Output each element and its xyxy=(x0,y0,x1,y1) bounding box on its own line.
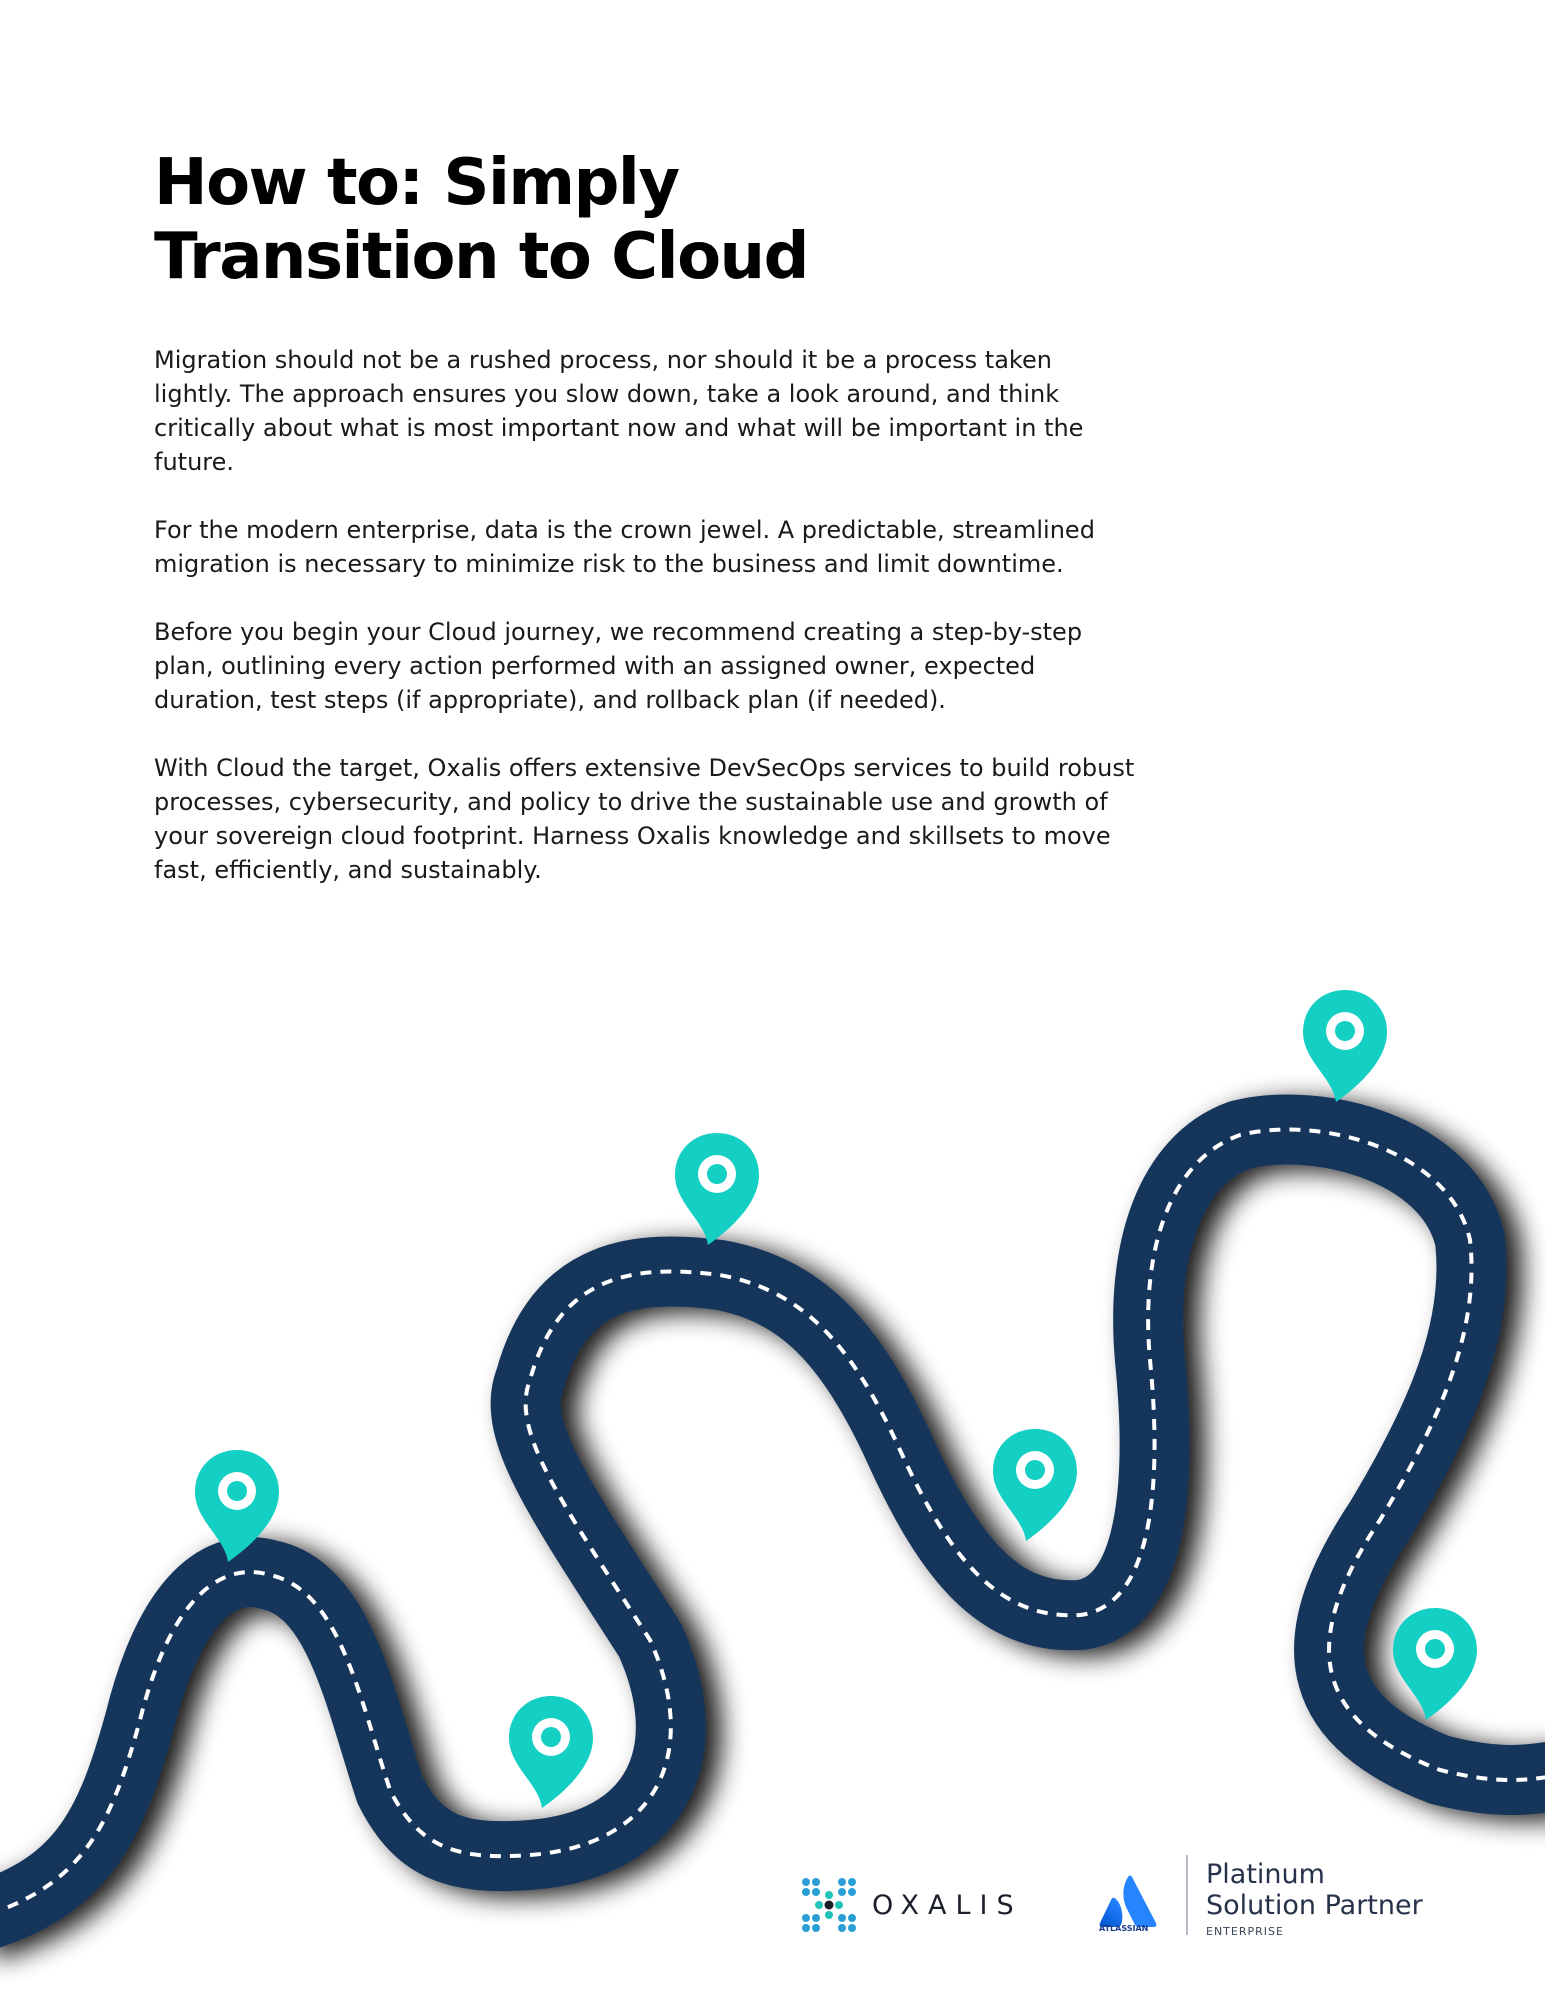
partner-type: Solution Partner xyxy=(1206,1890,1423,1921)
oxalis-logo xyxy=(800,1873,1023,1937)
partner-segment: ENTERPRISE xyxy=(1206,1925,1284,1938)
paragraph-line: Migration should not be a rushed process, nor should it be a process taken xyxy=(154,346,1052,374)
oxalis-wordmark: OXALIS xyxy=(872,1889,1023,1921)
title-line-1: How to: Simply xyxy=(154,146,679,220)
paragraph-line: fast, efficiently, and sustainably. xyxy=(154,856,542,884)
paragraph-line: Before you begin your Cloud journey, we recommend creating a step-by-step xyxy=(154,618,1083,646)
paragraph-line: For the modern enterprise, data is the crown jewel. A predictable, streamlined xyxy=(154,516,1095,544)
atlassian-wordmark: ATLASSIAN xyxy=(1099,1924,1149,1933)
paragraph-line: With Cloud the target, Oxalis offers extensive DevSecOps services to build robust xyxy=(154,754,1135,782)
paragraph-line: duration, test steps (if appropriate), and rollback plan (if needed). xyxy=(154,686,946,714)
title-line-2: Transition to Cloud xyxy=(154,220,808,294)
paragraph-line: processes, cybersecurity, and policy to drive the sustainable use and growth of xyxy=(154,788,1108,816)
location-pin-icon xyxy=(509,1696,593,1808)
partner-badge xyxy=(1206,1859,1423,1938)
location-pin-icon xyxy=(1303,990,1387,1102)
location-pin-icon xyxy=(1393,1608,1477,1720)
oxalis-mark-icon xyxy=(800,1876,858,1934)
paragraph-line: plan, outlining every action performed with an assigned owner, expected xyxy=(154,652,1036,680)
paragraph-line: your sovereign cloud footprint. Harness Oxalis knowledge and skillsets to move xyxy=(154,822,1111,850)
partner-divider xyxy=(1186,1855,1188,1935)
location-pin-icon xyxy=(993,1429,1077,1541)
paragraph-line: lightly. The approach ensures you slow down, take a look around, and think xyxy=(154,380,1060,408)
paragraph-line: migration is necessary to minimize risk to the business and limit downtime. xyxy=(154,550,1064,578)
paragraph-line: critically about what is most important now and what will be important in the xyxy=(154,414,1084,442)
location-pin-icon xyxy=(675,1133,759,1245)
partner-tier: Platinum xyxy=(1206,1859,1325,1890)
paragraph-line: future. xyxy=(154,448,235,476)
